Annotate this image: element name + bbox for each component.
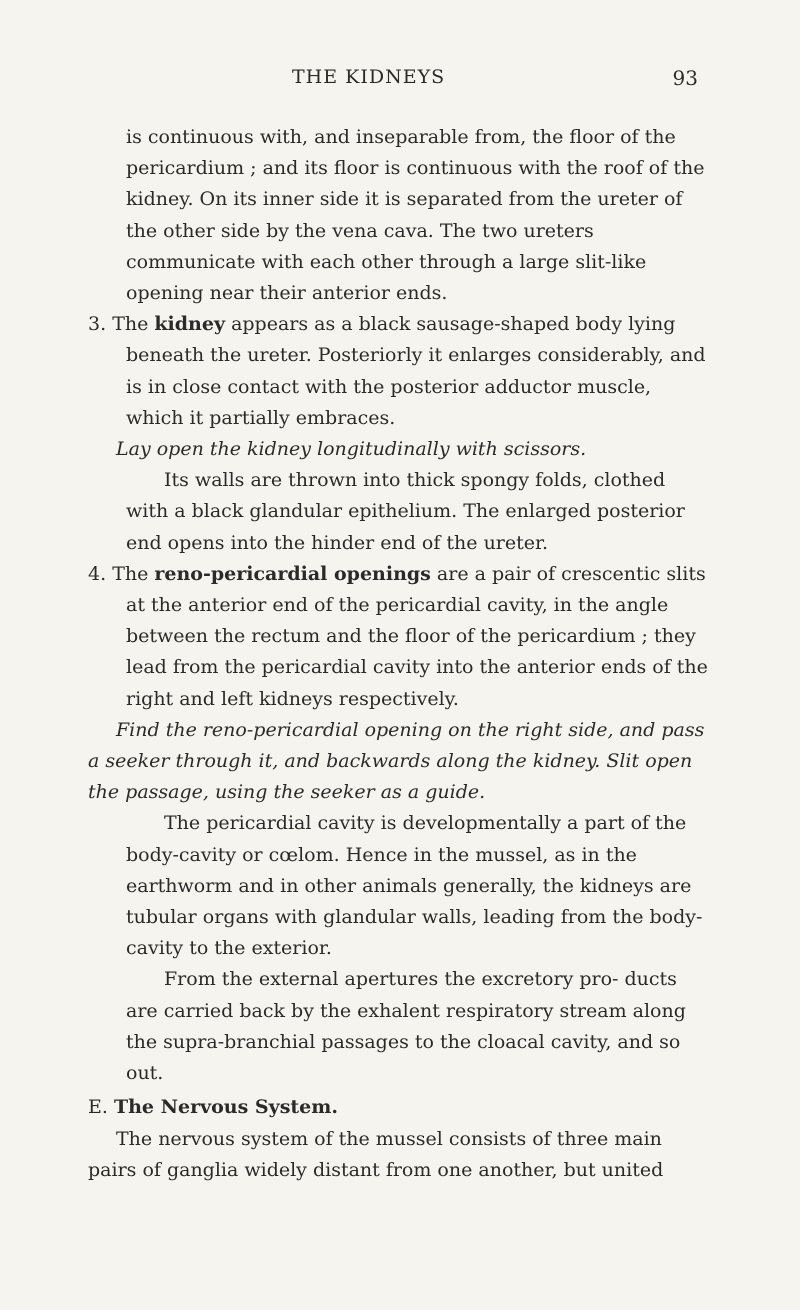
paragraph-lead-word: The	[112, 562, 149, 585]
term-reno-pericardial: reno-pericardial openings	[154, 562, 431, 585]
item-number: 4.	[88, 562, 107, 585]
paragraph-external-apertures: From the external apertures the excretory pro- ducts are carried back by the exhalent respiratory stream along the supra-branchial passages to the cloacal cavity, and so out.	[126, 968, 686, 1085]
section-label: E.	[88, 1096, 108, 1119]
paragraph-reno-text: are a pair of crescentic slits at the anterior end of the pericardial cavity, in the angle between the rectum and the floor of the pericardium ; they lead from the pericardial cavity into the anterior ends of the right and left kidneys respectively.	[126, 562, 708, 710]
instruction-lay-open: Lay open the kidney longitudinally with scissors.	[116, 438, 587, 461]
page-body	[88, 122, 708, 1186]
running-head: THE KIDNEYS	[292, 66, 446, 88]
item-number: 3.	[88, 313, 107, 336]
paragraph-reno-pericardial	[88, 559, 708, 715]
section-heading	[88, 1092, 708, 1123]
paragraph-ureter-continued: is continuous with, and inseparable from, the floor of the pericardium ; and its floor is continuous with the roof of the kidney. On its inner side it is separated from the ureter of the other side by the vena cava. The two ureters communicate with each other through a large slit-like opening near their anterior ends.	[126, 126, 705, 305]
paragraph-lead-word: The	[112, 313, 149, 336]
paragraph-nervous-system: The nervous system of the mussel consists of three main pairs of ganglia widely distant from one another, but united	[88, 1127, 664, 1181]
paragraph-pericardial-cavity: The pericardial cavity is developmentally a part of the body-cavity or cœlom. Hence in the mussel, as in the earthworm and in other animals generally, the kidneys are tubular organs with glandular walls, leading from the body-cavity to the exterior.	[126, 812, 703, 960]
paragraph-kidney-walls: Its walls are thrown into thick spongy folds, clothed with a black glandular epithelium. The enlarged posterior end opens into the hinder end of the ureter.	[126, 469, 685, 554]
paragraph-kidney-text: appears as a black sausage-shaped body lying beneath the ureter. Posteriorly it enlarges considerably, and is in close contact with the posterior adductor muscle, which it partially embraces.	[126, 313, 706, 429]
section-title: The Nervous System.	[113, 1096, 338, 1119]
paragraph-kidney	[88, 309, 708, 434]
page-header	[160, 66, 698, 96]
instruction-find-opening: Find the reno-pericardial opening on the right side, and pass a seeker through it, and backwards along the kidney. Slit open the passage, using the seeker as a guide.	[88, 718, 705, 804]
page-number: 93	[672, 66, 698, 90]
term-kidney: kidney	[154, 313, 226, 336]
